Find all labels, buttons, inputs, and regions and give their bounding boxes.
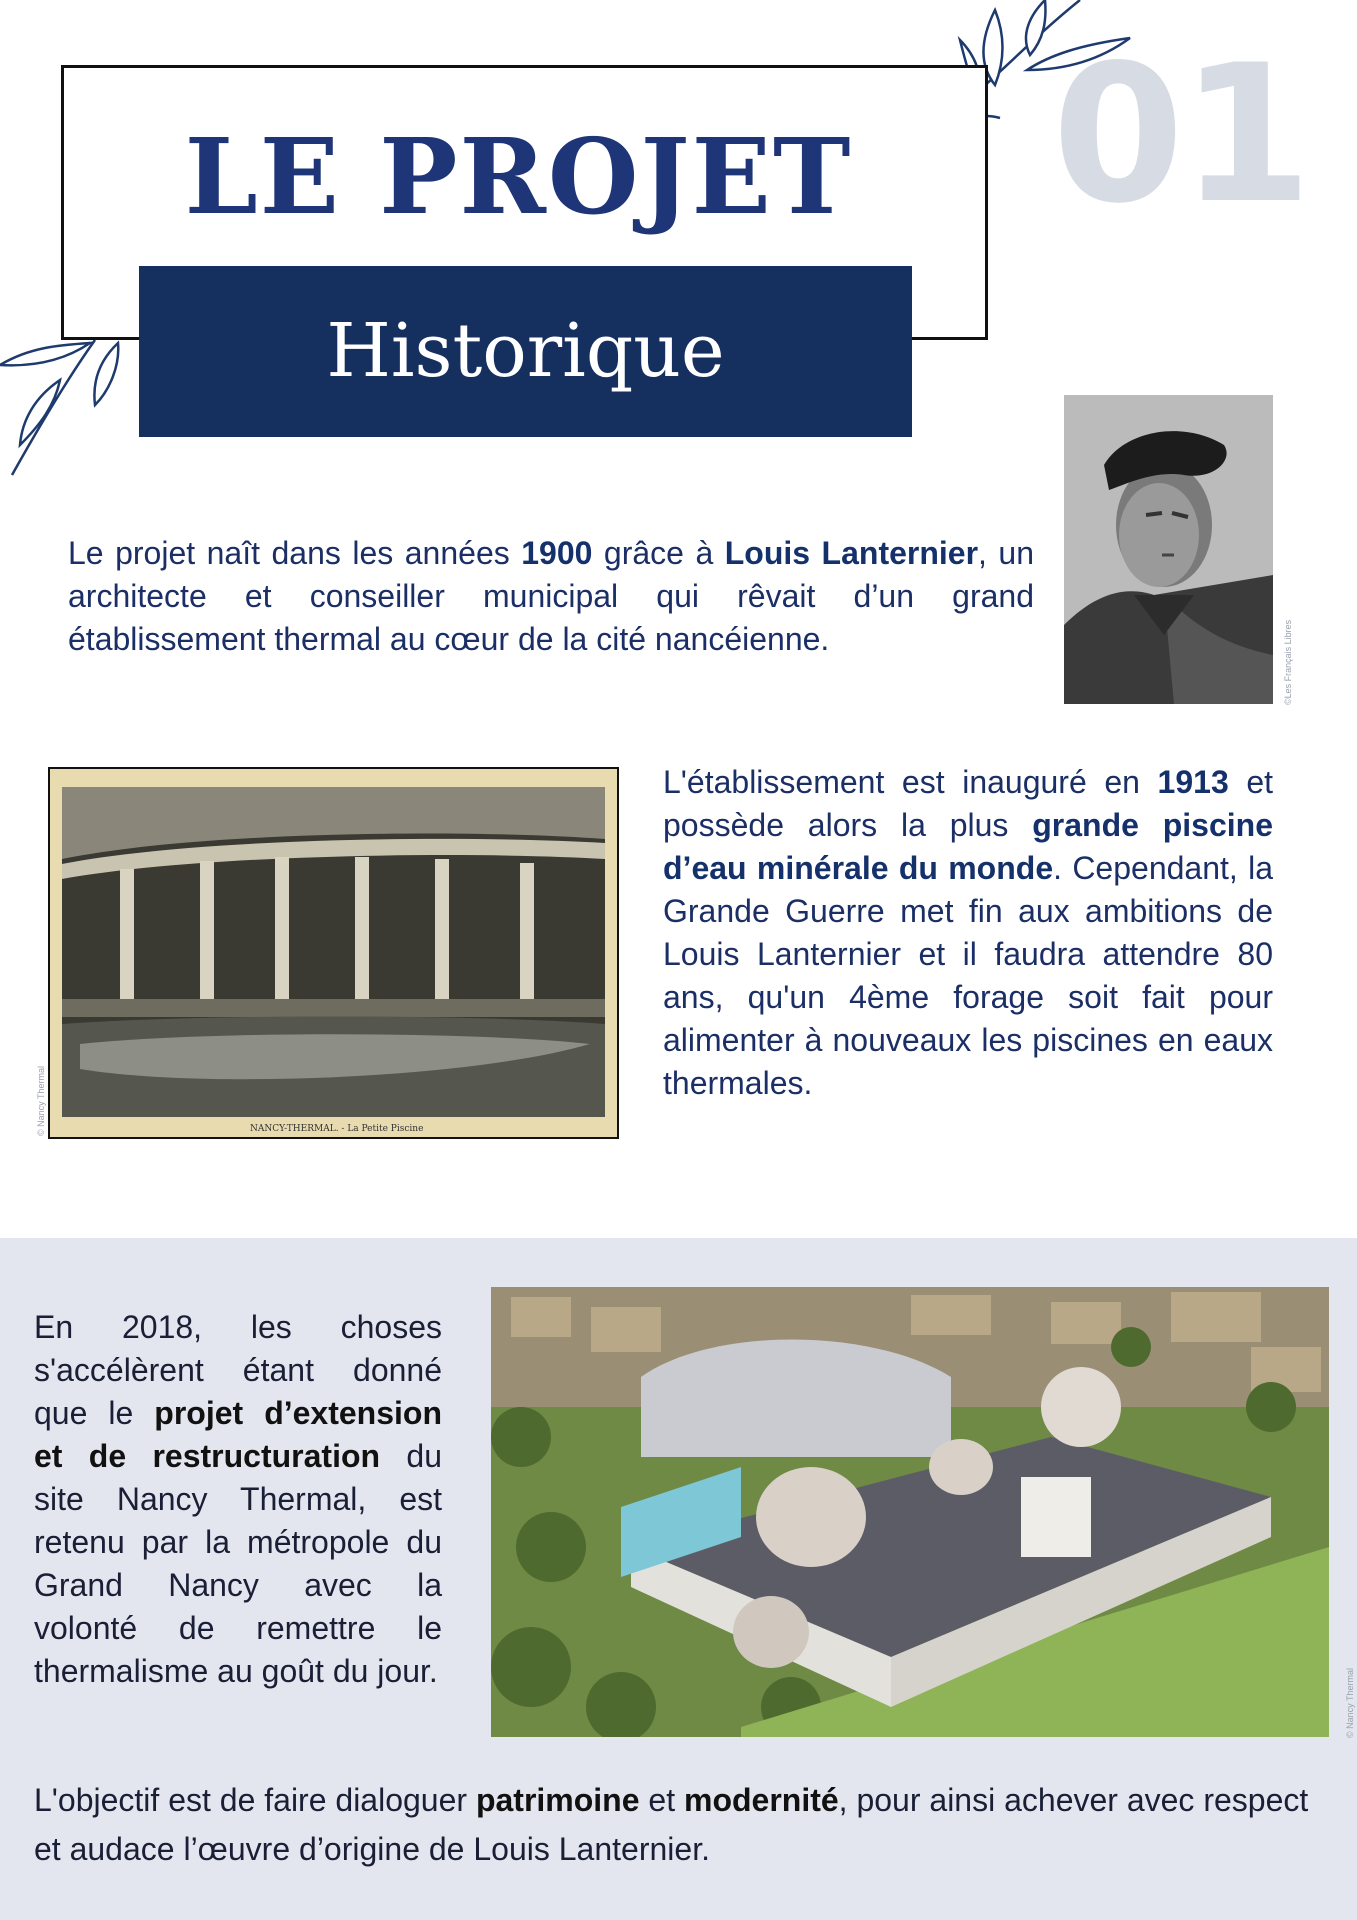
project-paragraph: En 2018, les choses s'accélèrent étant donné que le projet d’extension et de restructuration du site Nancy Thermal, est retenu par la métropole du Grand Nancy avec la volonté de remettre le thermalisme au goût du jour.	[34, 1309, 443, 1689]
portrait-credit: ©Les Français Libres	[1283, 619, 1293, 705]
portrait-photo	[1064, 395, 1273, 704]
postcard-credit: © Nancy Thermal	[36, 1066, 46, 1136]
aerial-credit: © Nancy Thermal	[1345, 1668, 1355, 1738]
chapter-number: 01	[1052, 24, 1309, 245]
intro-paragraph: Le projet naît dans les années 1900 grâce à Louis Lanternier, un architecte et conseiller municipal qui rêvait d’un grand établissement thermal au cœur de la cité nancéienne.	[68, 535, 1035, 657]
postcard-photo	[48, 767, 619, 1139]
page-title: LE PROJET	[184, 115, 853, 238]
leaf-branch-left-icon	[0, 335, 140, 480]
history-paragraph: L'établissement est inauguré en 1913 et possède alors la plus grande piscine d’eau minérale du monde. Cependant, la Grande Guerre met fin aux ambitions de Louis Lanternier et il faudra attendre 80 ans, qu'un 4ème forage soit fait pour alimenter à nouveaux les piscines en eaux thermales.	[663, 764, 1274, 1101]
postcard-caption: NANCY-THERMAL. - La Petite Piscine	[250, 1124, 424, 1134]
aerial-rendering	[491, 1287, 1329, 1737]
portrait-illustration	[1064, 395, 1273, 704]
aerial-illustration	[491, 1287, 1329, 1737]
page-subtitle: Historique	[326, 308, 725, 394]
objective-paragraph: L'objectif est de faire dialoguer patrimoine et modernité, pour ainsi achever avec respect et audace l’œuvre d’origine de Louis Lanternier.	[34, 1782, 1309, 1867]
subtitle-banner	[139, 266, 912, 437]
pool-illustration	[50, 769, 617, 1137]
